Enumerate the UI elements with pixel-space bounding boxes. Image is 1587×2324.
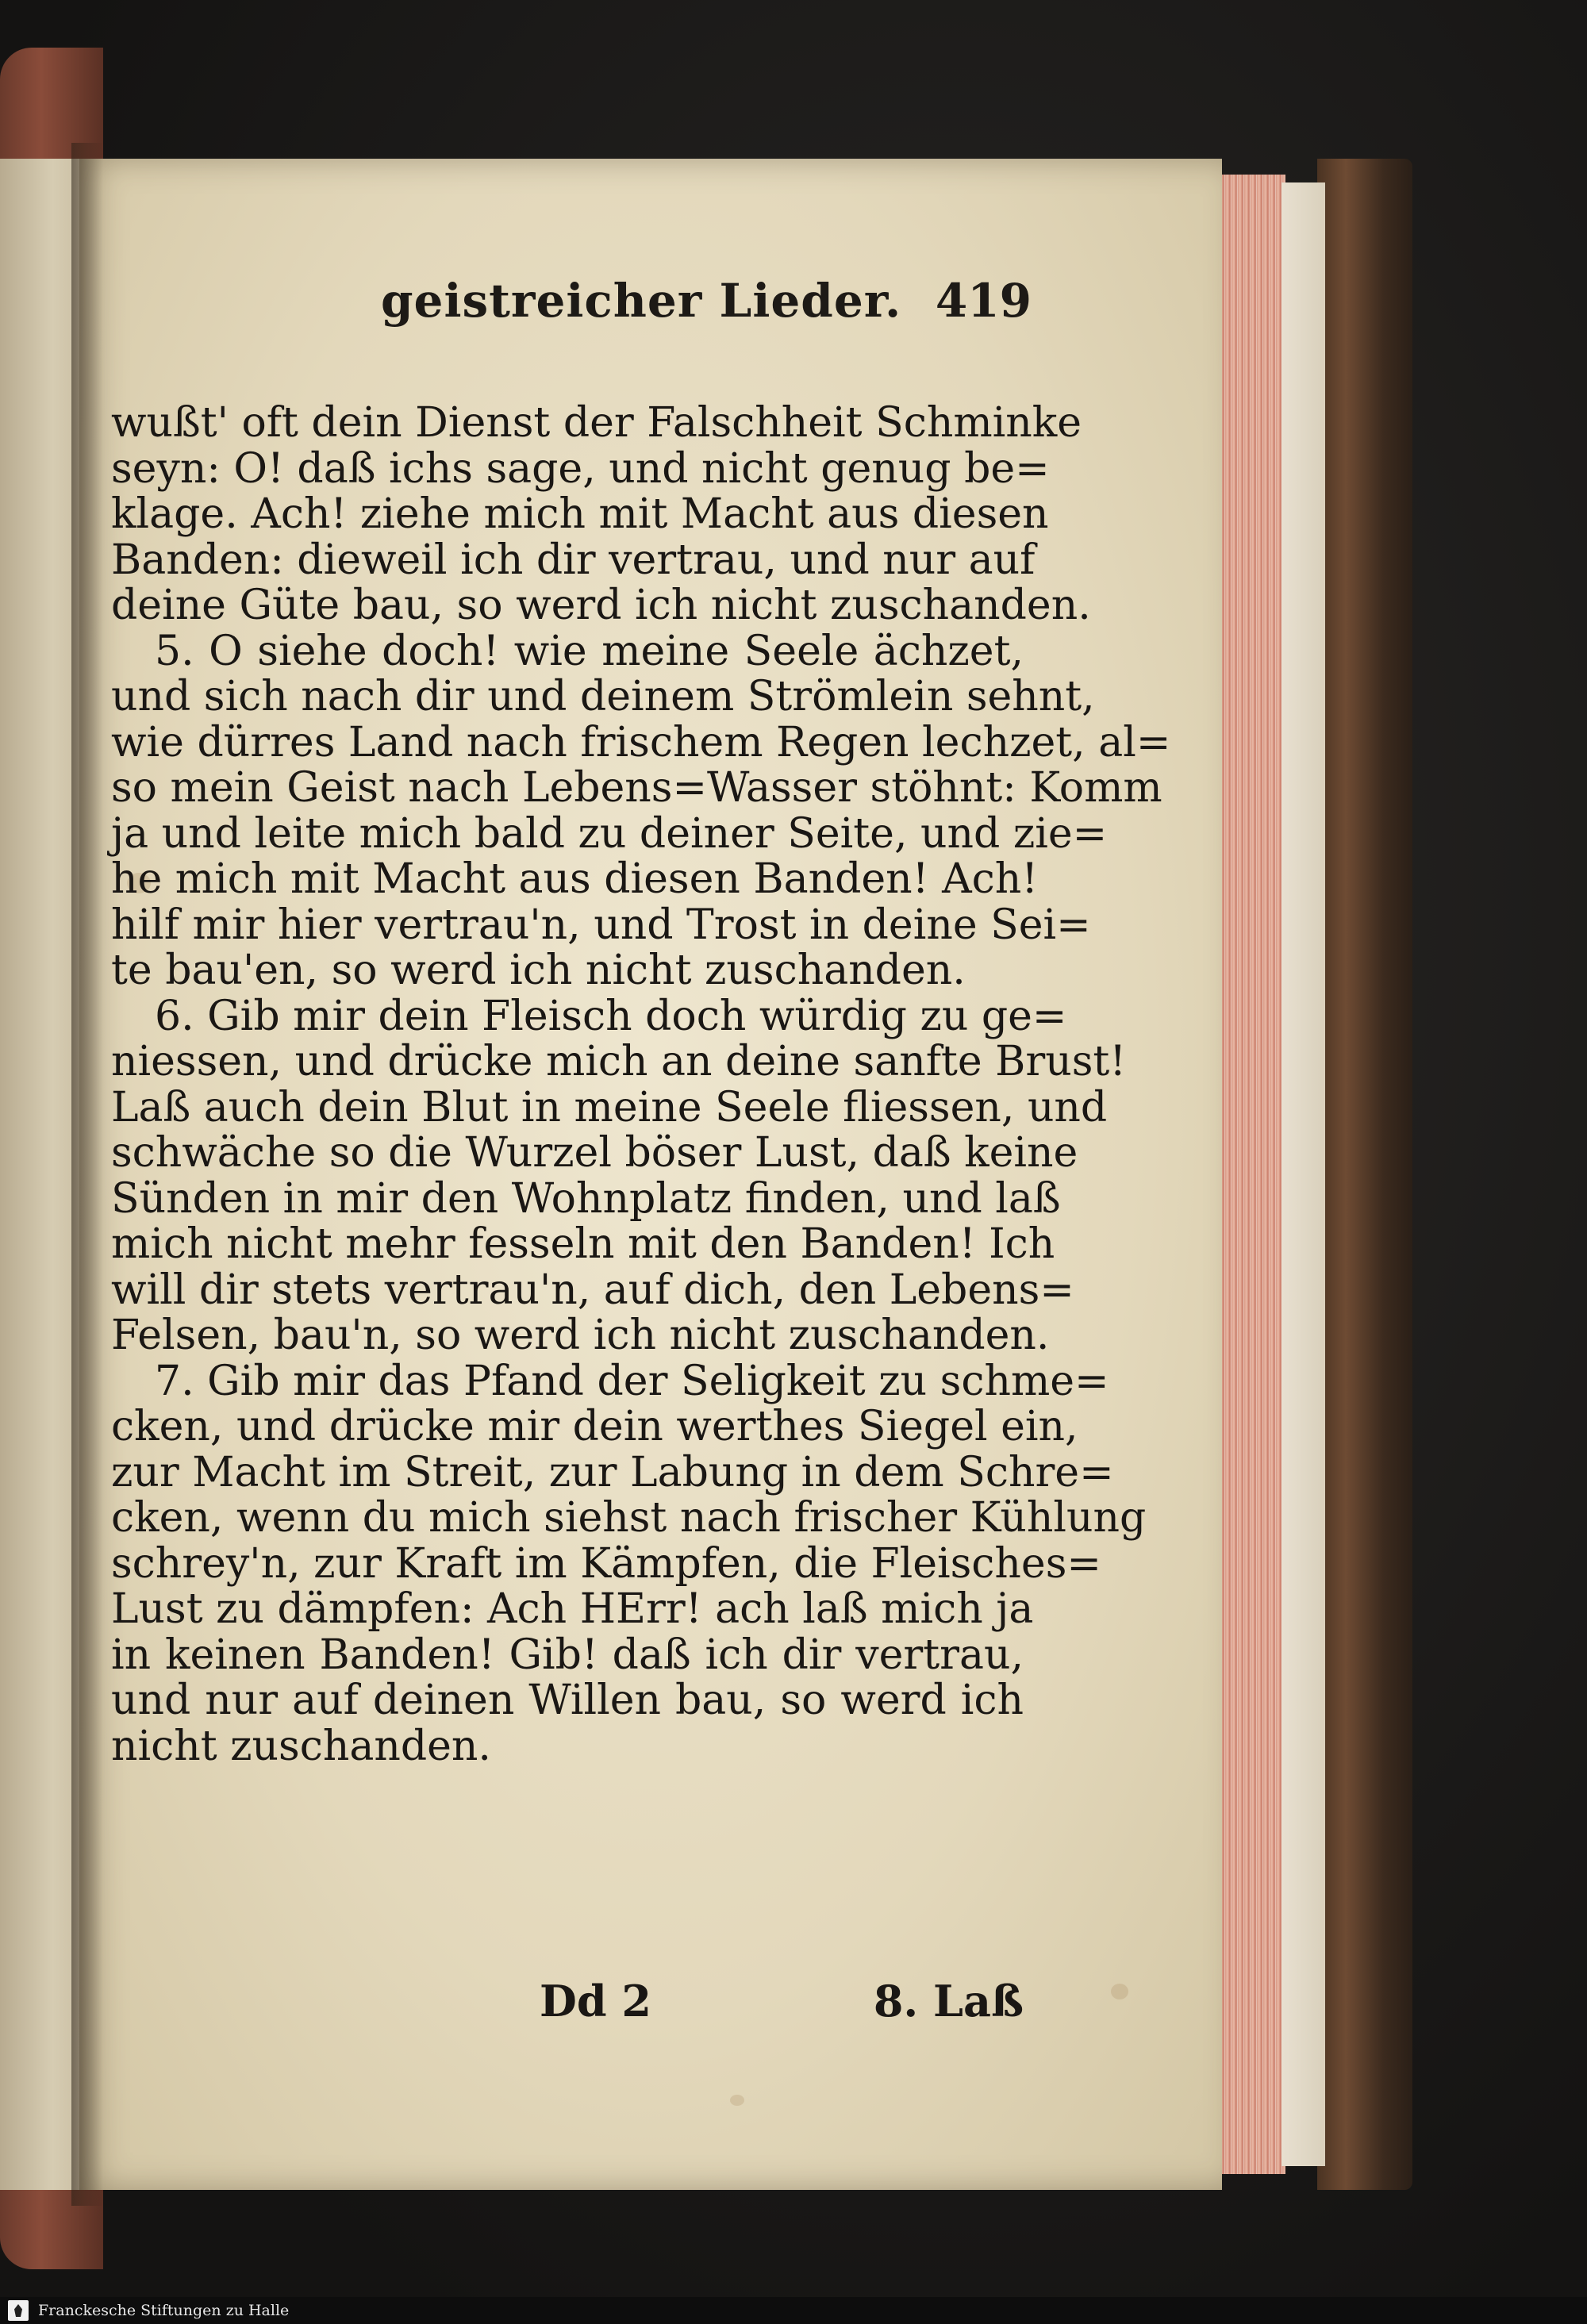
text-line: wie dürres Land nach frischem Regen lechzet, al=	[111, 718, 1171, 766]
text-line: cken, wenn du mich siehst nach frischer Kühlung	[111, 1494, 1147, 1542]
text-line: klage. Ach! ziehe mich mit Macht aus diesen	[111, 490, 1049, 538]
text-line: wußt' oft dein Dienst der Falschheit Schminke	[111, 399, 1082, 447]
institution-name: Franckesche Stiftungen zu Halle	[38, 2302, 290, 2319]
text-line: Laß auch dein Blut in meine Seele fliessen, und	[111, 1083, 1108, 1131]
institution-logo-icon	[8, 2300, 29, 2321]
text-line: will dir stets vertrau'n, auf dich, den Lebens=	[111, 1266, 1074, 1314]
text-line: 5. O siehe doch! wie meine Seele ächzet,	[155, 627, 1024, 675]
text-line: hilf mir hier vertrau'n, und Trost in deine Sei=	[111, 901, 1091, 949]
signature-mark: Dd 2	[540, 1976, 651, 2026]
text-line: cken, und drücke mir dein werthes Siegel ein,	[111, 1403, 1078, 1450]
text-line: schwäche so die Wurzel böser Lust, daß keine	[111, 1129, 1078, 1177]
text-line: niessen, und drücke mich an deine sanfte Brust!	[111, 1038, 1127, 1085]
text-line: schrey'n, zur Kraft im Kämpfen, die Fleisches=	[111, 1539, 1101, 1588]
text-line: he mich mit Macht aus diesen Banden! Ach!	[111, 855, 1039, 903]
text-line: Banden: dieweil ich dir vertrau, und nur auf	[111, 536, 1036, 584]
page-gutter-shadow	[71, 143, 103, 2206]
text-line: deine Güte bau, so werd ich nicht zuschanden.	[111, 582, 1091, 629]
text-line: Sünden in mir den Wohnplatz finden, und laß	[111, 1174, 1061, 1223]
body-text	[111, 399, 1171, 1770]
text-line: Lust zu dämpfen: Ach HErr! ach laß mich ja	[111, 1585, 1034, 1633]
text-line: ja und leite mich bald zu deiner Seite, und zie=	[111, 809, 1108, 858]
catchword: 8. Laß	[873, 1976, 1024, 2026]
text-line: Felsen, bau'n, so werd ich nicht zuschanden.	[111, 1312, 1050, 1359]
text-line: seyn: O! daß ichs sage, und nicht genug be=	[111, 444, 1050, 493]
text-line: 7. Gib mir das Pfand der Seligkeit zu schme=	[155, 1357, 1109, 1405]
text-line: zur Macht im Streit, zur Labung in dem Schre=	[111, 1448, 1114, 1496]
text-line: und nur auf deinen Willen bau, so werd ich	[111, 1677, 1024, 1724]
page-footer	[111, 1976, 1024, 2039]
running-head-title: geistreicher Lieder.	[381, 274, 902, 328]
text-line: und sich nach dir und deinem Strömlein sehnt,	[111, 673, 1095, 720]
page-number: 419	[935, 274, 1032, 328]
book-cover-right	[1317, 159, 1412, 2190]
text-line: te bau'en, so werd ich nicht zuschanden.	[111, 947, 966, 994]
text-line: 6. Gib mir dein Fleisch doch würdig zu ge=	[155, 992, 1067, 1040]
text-line: nicht zuschanden.	[111, 1722, 491, 1770]
running-head	[302, 274, 1032, 345]
text-line: so mein Geist nach Lebens=Wasser stöhnt: Komm	[111, 764, 1162, 812]
text-line: mich nicht mehr fesseln mit den Banden! Ich	[111, 1220, 1055, 1268]
page-block-inner-edge	[1282, 182, 1325, 2166]
bottom-bar	[0, 2297, 1587, 2324]
text-line: in keinen Banden! Gib! daß ich dir vertrau,	[111, 1631, 1024, 1679]
